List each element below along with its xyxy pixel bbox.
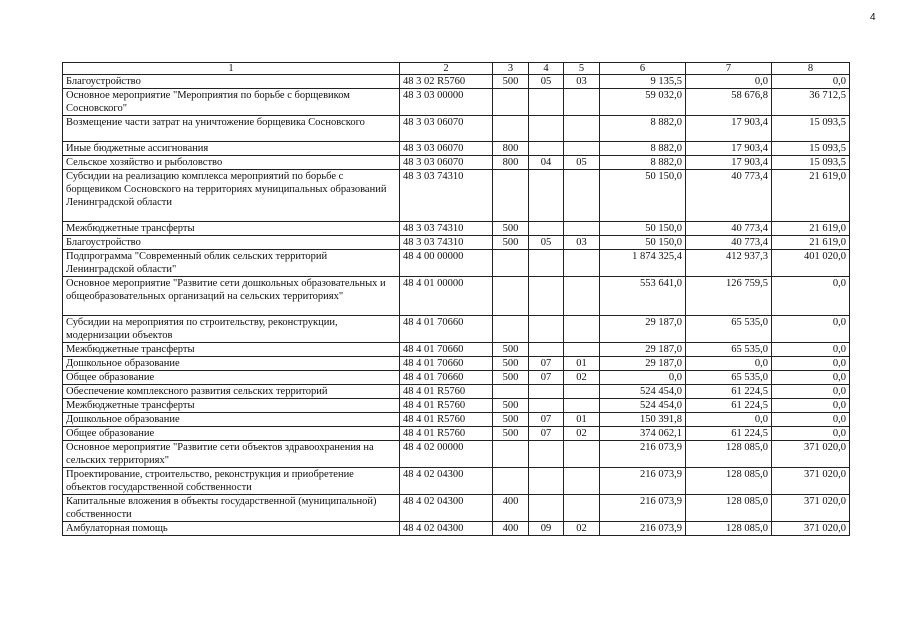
header-cell: 5	[564, 63, 600, 75]
table-row	[63, 522, 850, 536]
section-code	[529, 170, 564, 222]
table-row	[63, 89, 850, 116]
table-row	[63, 441, 850, 468]
section-code: 05	[529, 236, 564, 250]
section-code	[529, 468, 564, 495]
expense-type: 800	[493, 142, 529, 156]
amount-col-7: 40 773,4	[686, 170, 772, 222]
table-row	[63, 371, 850, 385]
target-code: 48 4 01 R5760	[400, 413, 493, 427]
item-name: Общее образование	[63, 427, 400, 441]
amount-col-6: 8 882,0	[600, 142, 686, 156]
section-code	[529, 277, 564, 316]
subsection-code	[564, 250, 600, 277]
expense-type: 500	[493, 399, 529, 413]
amount-col-8: 0,0	[772, 399, 850, 413]
expense-type: 400	[493, 522, 529, 536]
header-row	[63, 63, 850, 75]
header-cell: 6	[600, 63, 686, 75]
amount-col-6: 524 454,0	[600, 385, 686, 399]
section-code: 05	[529, 75, 564, 89]
amount-col-7: 65 535,0	[686, 343, 772, 357]
amount-col-8: 36 712,5	[772, 89, 850, 116]
subsection-code: 03	[564, 236, 600, 250]
section-code	[529, 316, 564, 343]
table-row	[63, 316, 850, 343]
amount-col-8: 21 619,0	[772, 236, 850, 250]
table-row	[63, 116, 850, 142]
section-code	[529, 495, 564, 522]
subsection-code: 02	[564, 522, 600, 536]
item-name: Основное мероприятие "Развитие сети дошкольных образовательных и общеобразовательных организаций на сельских территориях"	[63, 277, 400, 316]
item-name: Благоустройство	[63, 236, 400, 250]
item-name: Общее образование	[63, 371, 400, 385]
amount-col-7: 65 535,0	[686, 316, 772, 343]
amount-col-6: 553 641,0	[600, 277, 686, 316]
target-code: 48 3 03 06070	[400, 116, 493, 142]
target-code: 48 3 03 74310	[400, 170, 493, 222]
amount-col-6: 29 187,0	[600, 316, 686, 343]
amount-col-7: 0,0	[686, 413, 772, 427]
amount-col-7: 65 535,0	[686, 371, 772, 385]
amount-col-6: 50 150,0	[600, 170, 686, 222]
amount-col-7: 126 759,5	[686, 277, 772, 316]
table-row	[63, 468, 850, 495]
item-name: Благоустройство	[63, 75, 400, 89]
amount-col-8: 0,0	[772, 427, 850, 441]
amount-col-6: 0,0	[600, 371, 686, 385]
item-name: Межбюджетные трансферты	[63, 399, 400, 413]
amount-col-7: 61 224,5	[686, 385, 772, 399]
subsection-code	[564, 468, 600, 495]
target-code: 48 3 03 06070	[400, 156, 493, 170]
amount-col-6: 216 073,9	[600, 441, 686, 468]
expense-type	[493, 170, 529, 222]
target-code: 48 3 03 00000	[400, 89, 493, 116]
subsection-code	[564, 222, 600, 236]
amount-col-6: 50 150,0	[600, 236, 686, 250]
amount-col-7: 40 773,4	[686, 236, 772, 250]
item-name: Основное мероприятие "Мероприятия по борьбе с борщевиком Сосновского"	[63, 89, 400, 116]
amount-col-6: 9 135,5	[600, 75, 686, 89]
table-row	[63, 142, 850, 156]
table-row	[63, 250, 850, 277]
target-code: 48 4 01 00000	[400, 277, 493, 316]
subsection-code: 03	[564, 75, 600, 89]
subsection-code: 02	[564, 371, 600, 385]
table-row	[63, 357, 850, 371]
expense-type: 500	[493, 236, 529, 250]
table-row	[63, 427, 850, 441]
item-name: Обеспечение комплексного развития сельских территорий	[63, 385, 400, 399]
subsection-code	[564, 316, 600, 343]
amount-col-7: 40 773,4	[686, 222, 772, 236]
amount-col-7: 17 903,4	[686, 142, 772, 156]
expense-type	[493, 468, 529, 495]
amount-col-8: 401 020,0	[772, 250, 850, 277]
amount-col-7: 128 085,0	[686, 495, 772, 522]
amount-col-8: 0,0	[772, 316, 850, 343]
amount-col-7: 17 903,4	[686, 116, 772, 142]
amount-col-6: 524 454,0	[600, 399, 686, 413]
item-name: Проектирование, строительство, реконструкция и приобретение объектов государственной собственности	[63, 468, 400, 495]
item-name: Межбюджетные трансферты	[63, 343, 400, 357]
target-code: 48 3 03 74310	[400, 236, 493, 250]
item-name: Субсидии на мероприятия по строительству, реконструкции, модернизации объектов	[63, 316, 400, 343]
amount-col-7: 17 903,4	[686, 156, 772, 170]
amount-col-7: 58 676,8	[686, 89, 772, 116]
amount-col-8: 0,0	[772, 413, 850, 427]
item-name: Капитальные вложения в объекты государственной (муниципальной) собственности	[63, 495, 400, 522]
section-code: 07	[529, 357, 564, 371]
amount-col-8: 0,0	[772, 277, 850, 316]
expense-type: 500	[493, 413, 529, 427]
target-code: 48 4 01 70660	[400, 343, 493, 357]
amount-col-8: 0,0	[772, 385, 850, 399]
header-cell: 8	[772, 63, 850, 75]
header-cell: 1	[63, 63, 400, 75]
amount-col-8: 15 093,5	[772, 142, 850, 156]
expense-type	[493, 116, 529, 142]
header-cell: 2	[400, 63, 493, 75]
target-code: 48 3 03 06070	[400, 142, 493, 156]
target-code: 48 4 02 04300	[400, 495, 493, 522]
table-row	[63, 277, 850, 316]
section-code: 07	[529, 371, 564, 385]
expense-type	[493, 316, 529, 343]
section-code	[529, 385, 564, 399]
expense-type: 500	[493, 222, 529, 236]
subsection-code	[564, 441, 600, 468]
subsection-code: 01	[564, 413, 600, 427]
header-cell: 4	[529, 63, 564, 75]
table-row	[63, 399, 850, 413]
amount-col-7: 0,0	[686, 75, 772, 89]
expense-type	[493, 277, 529, 316]
item-name: Амбулаторная помощь	[63, 522, 400, 536]
target-code: 48 4 02 04300	[400, 468, 493, 495]
section-code: 07	[529, 413, 564, 427]
item-name: Межбюджетные трансферты	[63, 222, 400, 236]
amount-col-6: 216 073,9	[600, 522, 686, 536]
subsection-code	[564, 277, 600, 316]
amount-col-8: 371 020,0	[772, 522, 850, 536]
expense-type	[493, 385, 529, 399]
table-row	[63, 222, 850, 236]
expense-type: 400	[493, 495, 529, 522]
section-code: 07	[529, 427, 564, 441]
amount-col-6: 1 874 325,4	[600, 250, 686, 277]
subsection-code: 05	[564, 156, 600, 170]
section-code	[529, 222, 564, 236]
section-code	[529, 142, 564, 156]
amount-col-7: 0,0	[686, 357, 772, 371]
target-code: 48 4 01 R5760	[400, 399, 493, 413]
amount-col-8: 21 619,0	[772, 170, 850, 222]
section-code	[529, 441, 564, 468]
expense-type: 500	[493, 75, 529, 89]
table-row	[63, 75, 850, 89]
amount-col-6: 8 882,0	[600, 156, 686, 170]
subsection-code	[564, 89, 600, 116]
expense-type: 500	[493, 371, 529, 385]
target-code: 48 3 03 74310	[400, 222, 493, 236]
expense-type: 500	[493, 343, 529, 357]
table-row	[63, 495, 850, 522]
target-code: 48 4 01 70660	[400, 357, 493, 371]
amount-col-7: 128 085,0	[686, 441, 772, 468]
section-code	[529, 89, 564, 116]
subsection-code: 01	[564, 357, 600, 371]
item-name: Основное мероприятие "Развитие сети объектов здравоохранения на сельских территориях"	[63, 441, 400, 468]
subsection-code	[564, 170, 600, 222]
section-code	[529, 399, 564, 413]
header-cell: 3	[493, 63, 529, 75]
subsection-code	[564, 142, 600, 156]
target-code: 48 4 02 00000	[400, 441, 493, 468]
subsection-code	[564, 343, 600, 357]
item-name: Иные бюджетные ассигнования	[63, 142, 400, 156]
subsection-code: 02	[564, 427, 600, 441]
amount-col-6: 29 187,0	[600, 343, 686, 357]
amount-col-6: 29 187,0	[600, 357, 686, 371]
expense-type: 800	[493, 156, 529, 170]
amount-col-8: 15 093,5	[772, 156, 850, 170]
amount-col-6: 150 391,8	[600, 413, 686, 427]
subsection-code	[564, 116, 600, 142]
amount-col-8: 0,0	[772, 371, 850, 385]
section-code	[529, 116, 564, 142]
amount-col-8: 0,0	[772, 357, 850, 371]
target-code: 48 4 01 R5760	[400, 427, 493, 441]
item-name: Сельское хозяйство и рыболовство	[63, 156, 400, 170]
subsection-code	[564, 399, 600, 413]
expense-type: 500	[493, 427, 529, 441]
amount-col-7: 128 085,0	[686, 468, 772, 495]
table-row	[63, 170, 850, 222]
amount-col-8: 21 619,0	[772, 222, 850, 236]
amount-col-6: 216 073,9	[600, 468, 686, 495]
amount-col-8: 371 020,0	[772, 441, 850, 468]
target-code: 48 4 02 04300	[400, 522, 493, 536]
subsection-code	[564, 495, 600, 522]
target-code: 48 3 02 R5760	[400, 75, 493, 89]
target-code: 48 4 01 70660	[400, 316, 493, 343]
target-code: 48 4 00 00000	[400, 250, 493, 277]
amount-col-6: 50 150,0	[600, 222, 686, 236]
item-name: Возмещение части затрат на уничтожение борщевика Сосновского	[63, 116, 400, 142]
amount-col-8: 371 020,0	[772, 468, 850, 495]
expense-type: 500	[493, 357, 529, 371]
amount-col-7: 61 224,5	[686, 427, 772, 441]
amount-col-8: 0,0	[772, 343, 850, 357]
target-code: 48 4 01 70660	[400, 371, 493, 385]
subsection-code	[564, 385, 600, 399]
table-row	[63, 236, 850, 250]
section-code: 09	[529, 522, 564, 536]
amount-col-8: 0,0	[772, 75, 850, 89]
amount-col-6: 59 032,0	[600, 89, 686, 116]
item-name: Субсидии на реализацию комплекса мероприятий по борьбе с борщевиком Сосновского на территориях муниципальных образований Ленинградской области	[63, 170, 400, 222]
header-cell: 7	[686, 63, 772, 75]
table-row	[63, 413, 850, 427]
expense-type	[493, 441, 529, 468]
amount-col-7: 412 937,3	[686, 250, 772, 277]
page-number: 4	[870, 12, 876, 23]
amount-col-6: 8 882,0	[600, 116, 686, 142]
amount-col-8: 371 020,0	[772, 495, 850, 522]
amount-col-8: 15 093,5	[772, 116, 850, 142]
table-row	[63, 156, 850, 170]
expense-type	[493, 89, 529, 116]
amount-col-7: 128 085,0	[686, 522, 772, 536]
amount-col-6: 374 062,1	[600, 427, 686, 441]
amount-col-6: 216 073,9	[600, 495, 686, 522]
expense-type	[493, 250, 529, 277]
section-code	[529, 250, 564, 277]
item-name: Подпрограмма "Современный облик сельских территорий Ленинградской области"	[63, 250, 400, 277]
item-name: Дошкольное образование	[63, 357, 400, 371]
item-name: Дошкольное образование	[63, 413, 400, 427]
table-row	[63, 343, 850, 357]
budget-table	[62, 62, 850, 536]
amount-col-7: 61 224,5	[686, 399, 772, 413]
table-row	[63, 385, 850, 399]
section-code	[529, 343, 564, 357]
section-code: 04	[529, 156, 564, 170]
target-code: 48 4 01 R5760	[400, 385, 493, 399]
